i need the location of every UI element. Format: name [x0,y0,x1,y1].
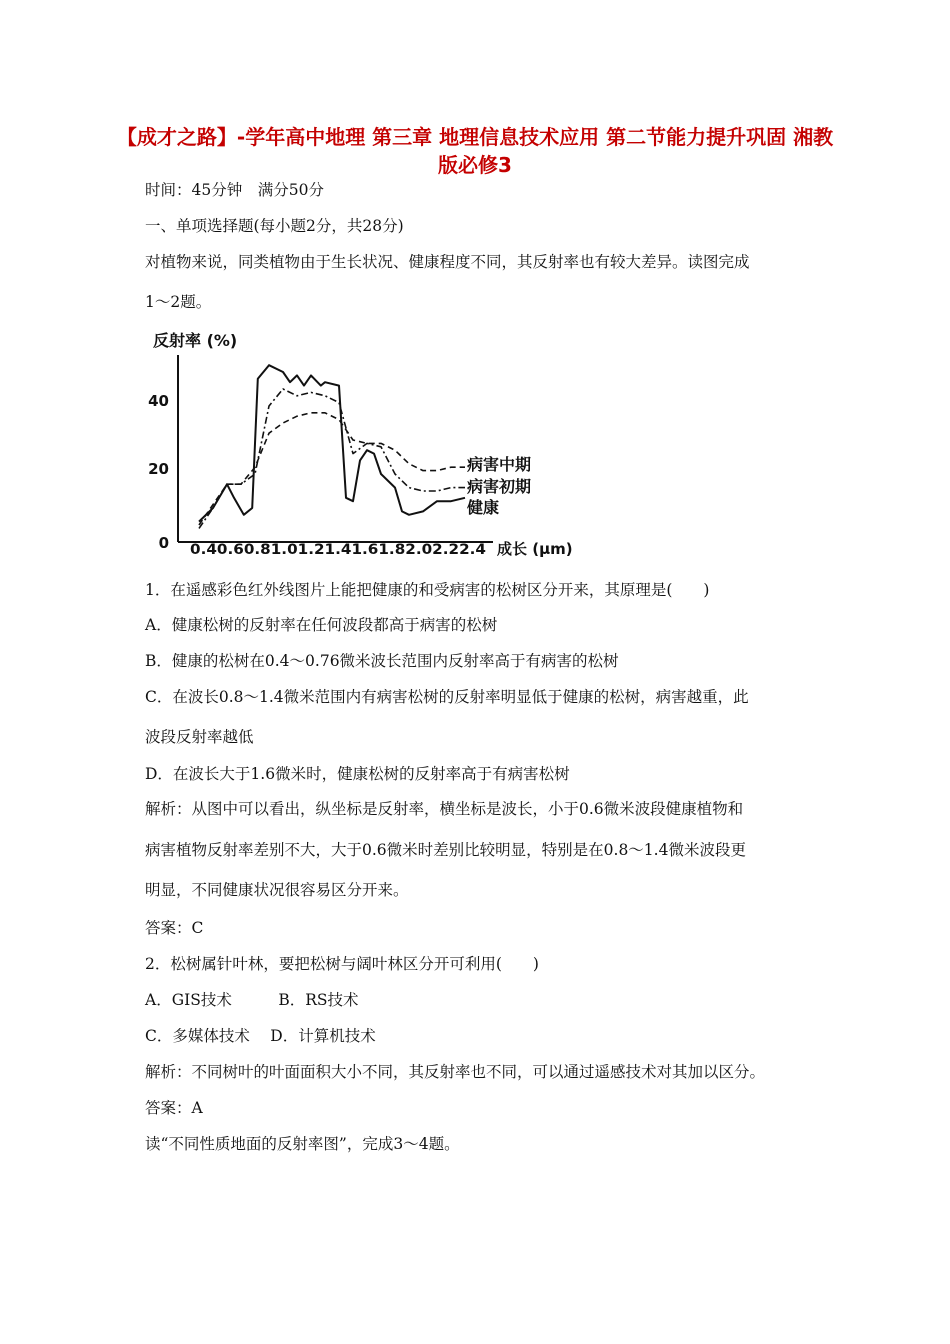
x-tick-labels: 0.40.60.81.01.21.41.61.82.02.22.4 [190,542,487,558]
q1-option-c-line-1: C．在波长0.8～1.4微米范围内有病害松树的反射率明显低于健康的松树，病害越重，此 [145,688,749,706]
series-layer [199,365,465,528]
q2-options-cd: C．多媒体技术 D．计算机技术 [145,1027,376,1045]
q1-analysis-line-1: 解析：从图中可以看出，纵坐标是反射率，横坐标是波长，小于0.6微米波段健康植物和 [145,800,744,818]
q1-analysis-line-3: 明显，不同健康状况很容易区分开来。 [145,881,409,899]
q1-stem: 1．在遥感彩色红外线图片上能把健康的和受病害的松树区分开来，其原理是( ) [145,581,710,599]
q2-stem: 2．松树属针叶林，要把松树与阔叶林区分开可利用( ) [145,955,539,973]
intro-line-1: 对植物来说，同类植物由于生长状况、健康程度不同，其反射率也有较大差异。读图完成 [145,253,750,271]
series-label-healthy: 健康 [467,498,500,517]
q1-analysis-line-2: 病害植物反射率差别不大，大于0.6微米时差别比较明显，特别是在0.8～1.4微米波段更 [145,841,746,859]
y-tick-label: 0 [158,534,169,552]
series-line-2 [199,365,465,521]
exam-info: 时间：45分钟 满分50分 [145,181,324,199]
document-title: 【成才之路】-学年高中地理 第三章 地理信息技术应用 第二节能力提升巩固 湘教版必修3 [116,125,834,177]
q1-option-d: D．在波长大于1.6微米时，健康松树的反射率高于有病害松树 [145,765,570,783]
q2-options-ab: A．GIS技术 B．RS技术 [145,991,359,1009]
q1-option-b: B．健康的松树在0.4～0.76微米波长范围内反射率高于有病害的松树 [145,652,619,670]
intro-2: 读“不同性质地面的反射率图”，完成3～4题。 [145,1135,460,1153]
q2-answer: 答案：A [145,1099,203,1117]
y-tick-label: 40 [148,392,169,410]
q1-answer: 答案：C [145,919,204,937]
y-tick-label: 20 [148,460,169,478]
reflectance-chart [145,322,595,562]
chart-ylabel: 反射率 (%) [153,331,238,350]
chart-xlabel: 成长 (μm) [497,540,573,558]
q1-option-c-line-2: 波段反射率越低 [145,728,254,746]
series-label-disease-early: 病害初期 [467,477,532,496]
q1-option-a: A．健康松树的反射率在任何波段都高于病害的松树 [145,616,498,634]
intro-line-2: 1～2题。 [145,293,212,311]
series-label-disease-mid: 病害中期 [467,455,532,474]
q2-analysis: 解析：不同树叶的叶面面积大小不同，其反射率也不同，可以通过遥感技术对其加以区分。 [145,1063,766,1081]
section-heading: 一、单项选择题(每小题2分，共28分) [145,217,404,235]
